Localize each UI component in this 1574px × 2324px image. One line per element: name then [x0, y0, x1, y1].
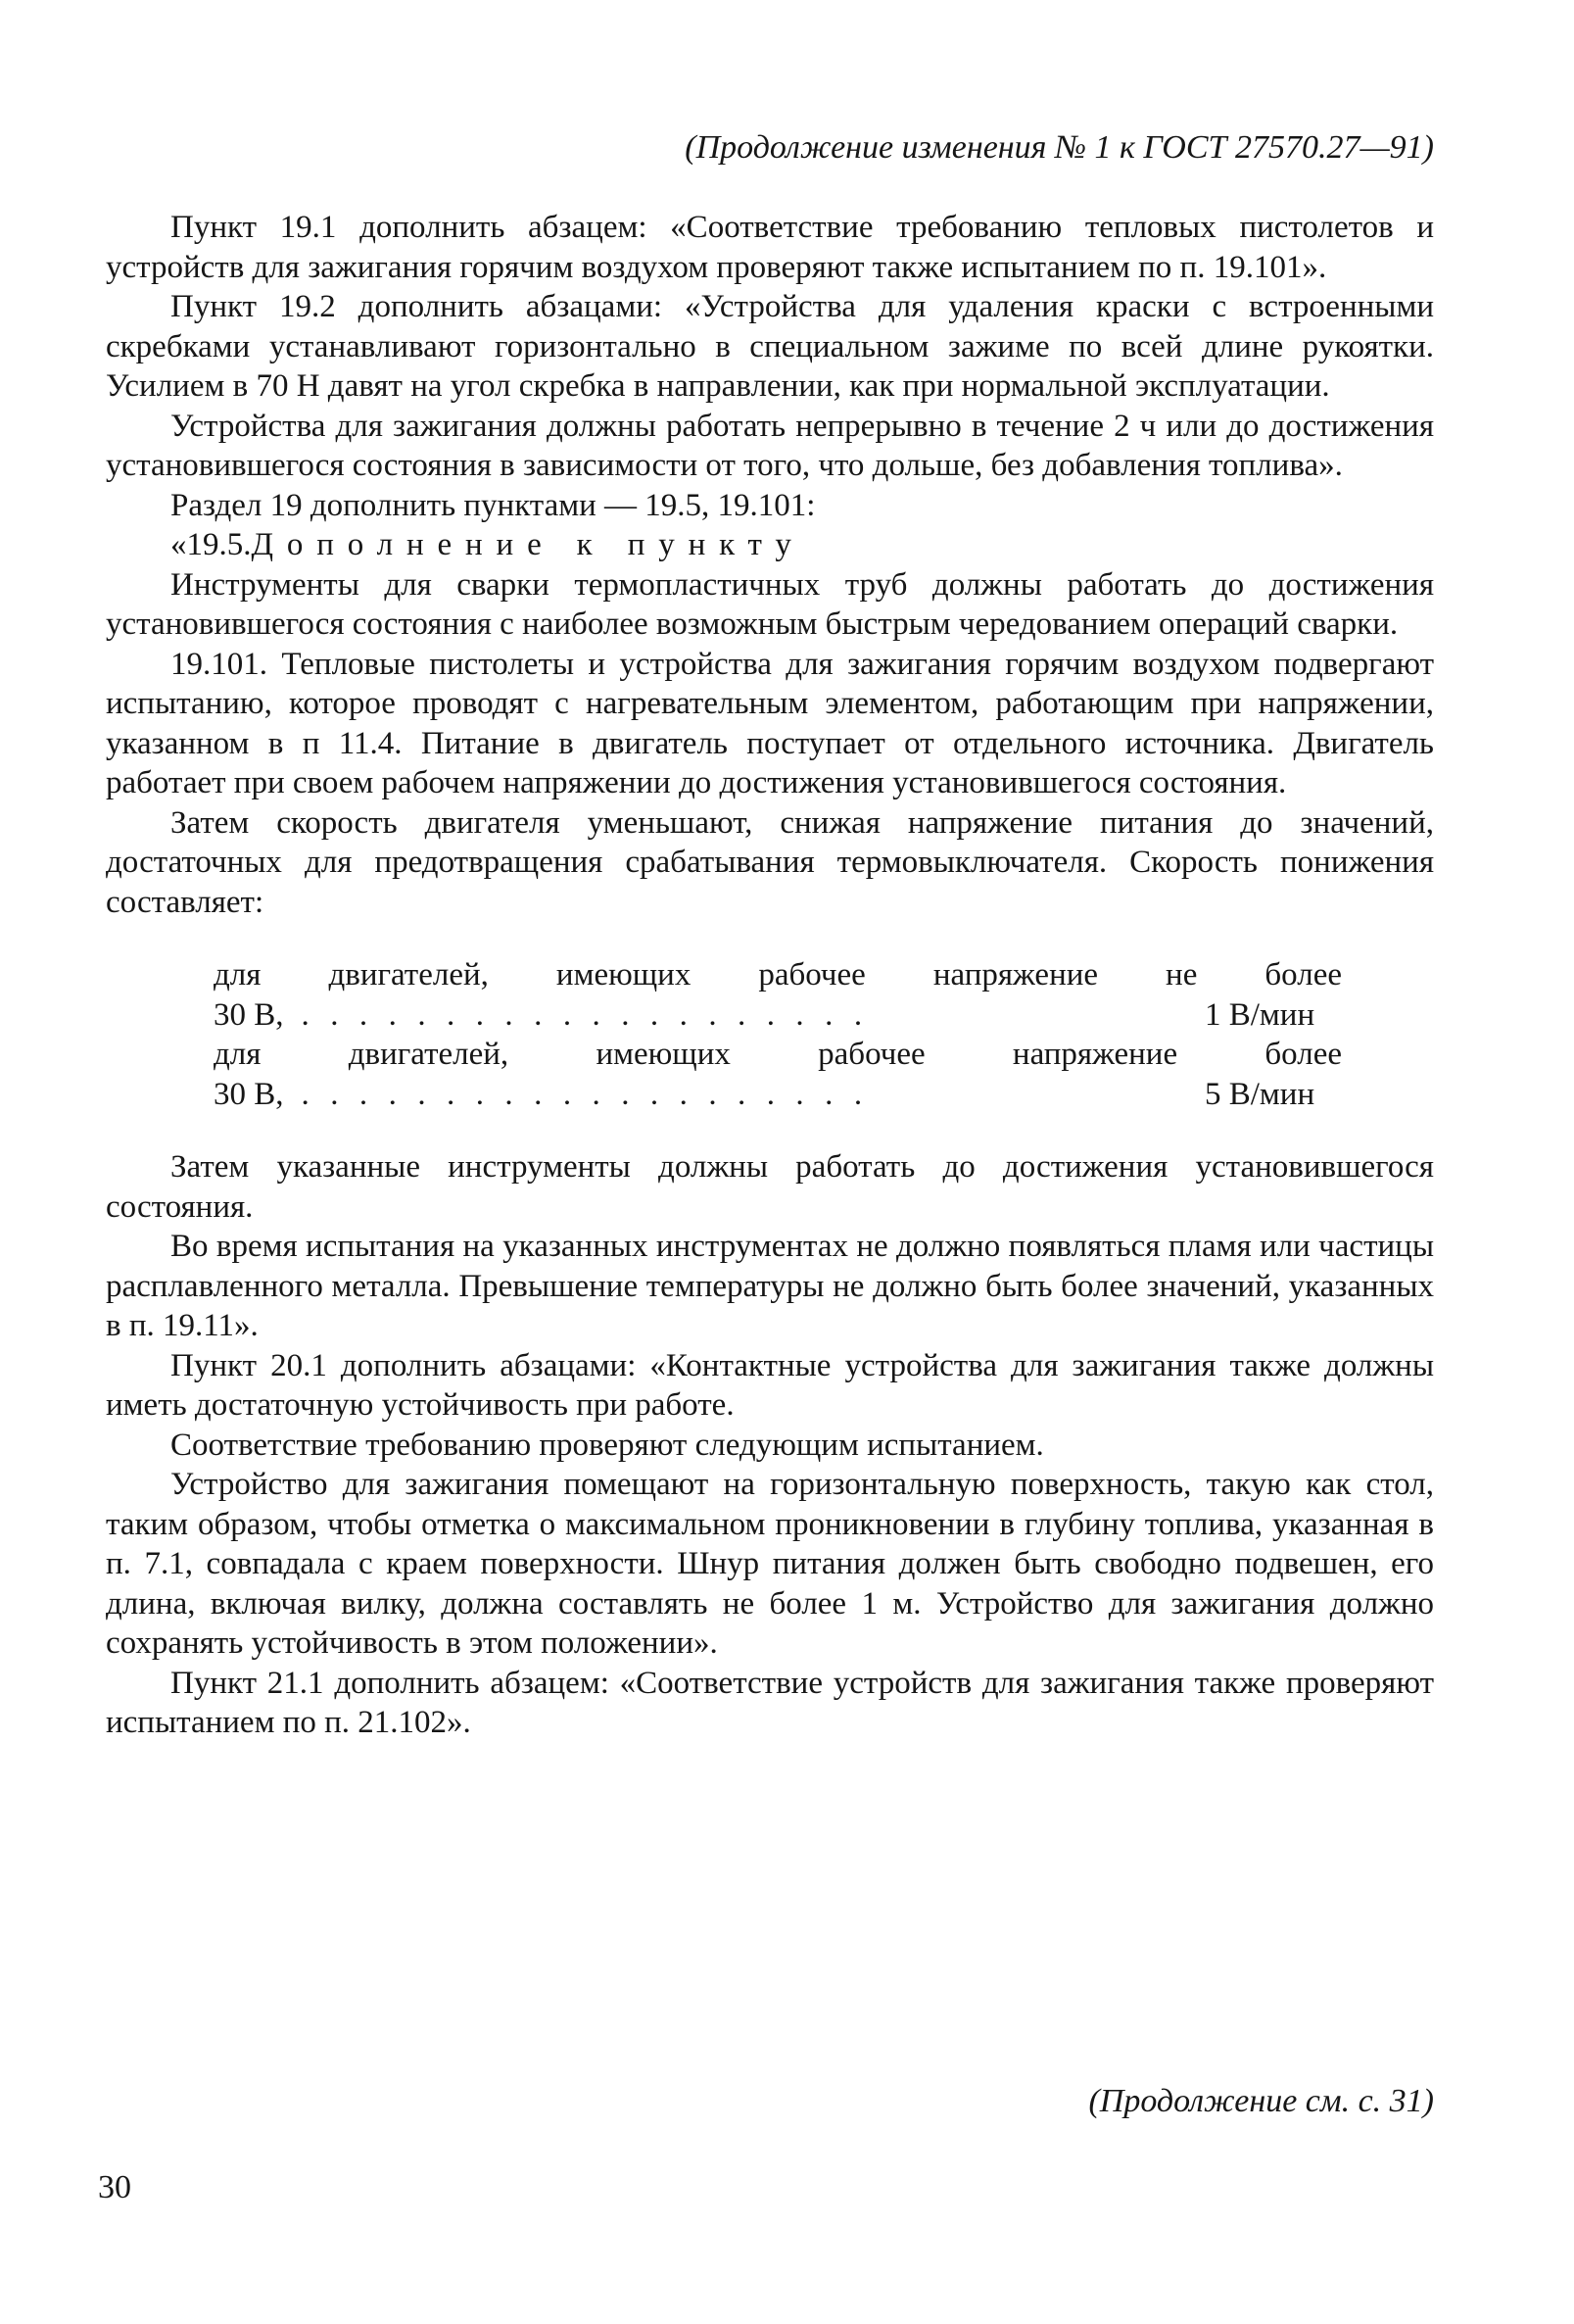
paragraph-19-101: 19.101. Тепловые пистолеты и устройства для зажигания горячим воздухом подвергают испытанию, которое проводят с нагревательным элементом, работающим при напряжении, указанном в п 11.4. Питание в двигатель поступает от отдельного источника. Двигатель работает при своем рабочем напряжении до достижения установившегося состояния. — [106, 646, 1434, 800]
paragraph-motor-speed: Затем скорость двигателя уменьшают, снижая напряжение питания до значений, достаточных для предотвращения срабатывания термовыключателя. Скорость понижения составляет: — [106, 804, 1434, 920]
continuation-header: (Продолжение изменения № 1 к ГОСТ 27570.27—91) — [685, 129, 1434, 166]
rate-list — [214, 955, 1342, 1114]
rate-condition: для двигателей, имеющих рабочее напряжение не более — [214, 957, 1342, 993]
rate-voltage: 30 В, — [214, 996, 284, 1033]
paragraph-steady-state: Затем указанные инструменты должны работать до достижения установившегося состояния. — [106, 1149, 1434, 1225]
clause-number: «19.5. — [170, 527, 252, 562]
paragraph-21-1: Пункт 21.1 дополнить абзацем: «Соответствие устройств для зажигания также проверяют испытанием по п. 21.102». — [106, 1665, 1434, 1740]
paragraph-welding-tools: Инструменты для сварки термопластичных труб должны работать до достижения установившегося состояния с наиболее возможным быстрым чередованием операций сварки. — [106, 566, 1434, 642]
paragraph-stability-test: Устройство для зажигания помещают на горизонтальную поверхность, такую как стол, таким образом, чтобы отметка о максимальном проникновении в глубину топлива, указанная в п. 7.1, совпадала с краем поверхности. Шнур питания должен быть свободно подвешен, его длина, включая вилку, должна составлять не более 1 м. Устройство для зажигания должно сохранять устойчивость в этом положении». — [106, 1467, 1434, 1661]
paragraph-ignition-devices: Устройства для зажигания должны работать непрерывно в течение 2 ч или до достижения установившегося состояния в зависимости от того, что дольше, без добавления топлива». — [106, 408, 1434, 483]
rate-condition: для двигателей, имеющих рабочее напряжение более — [214, 1037, 1342, 1072]
paragraph-20-1: Пункт 20.1 дополнить абзацами: «Контактные устройства для зажигания также должны иметь достаточную устойчивость при работе. — [106, 1347, 1434, 1423]
rate-item — [214, 955, 1342, 1035]
rate-voltage: 30 В, — [214, 1076, 284, 1112]
rate-item — [214, 1035, 1342, 1114]
paragraph-19-2: Пункт 19.2 дополнить абзацами: «Устройства для удаления краски с встроенными скребками устанавливают горизонтально в специальном зажиме по всей длине рукоятки. Усилием в 70 Н давят на угол скребка в направлении, как при нормальной эксплуатации. — [106, 289, 1434, 404]
paragraph-section-19: Раздел 19 дополнить пунктами — 19.5, 19.101: — [170, 487, 816, 523]
rate-value: 1 В/мин — [1205, 996, 1315, 1033]
body-text — [106, 208, 1434, 1743]
rate-leader: . . . . . . . . . . . . . . . . . . . . — [301, 1076, 869, 1112]
rate-leader: . . . . . . . . . . . . . . . . . . . . — [301, 996, 869, 1033]
paragraph-compliance: Соответствие требованию проверяют следующим испытанием. — [170, 1427, 1044, 1463]
paragraph-19-1: Пункт 19.1 дополнить абзацем: «Соответствие требованию тепловых пистолетов и устройств для зажигания горячим воздухом проверяют также испытанием по п. 19.101». — [106, 210, 1434, 285]
rate-value: 5 В/мин — [1205, 1076, 1315, 1112]
page-number: 30 — [98, 2169, 131, 2205]
continued-note: (Продолжение см. с. 31) — [1088, 2083, 1434, 2119]
paragraph-no-flame: Во время испытания на указанных инструментах не должно появляться пламя или частицы расплавленного металла. Превышение температуры не должно быть более значений, указанных в п. 19.11». — [106, 1229, 1434, 1343]
spaced-heading: Дополнение к пункту — [251, 527, 805, 562]
paragraph-19-5-heading — [106, 525, 1434, 565]
